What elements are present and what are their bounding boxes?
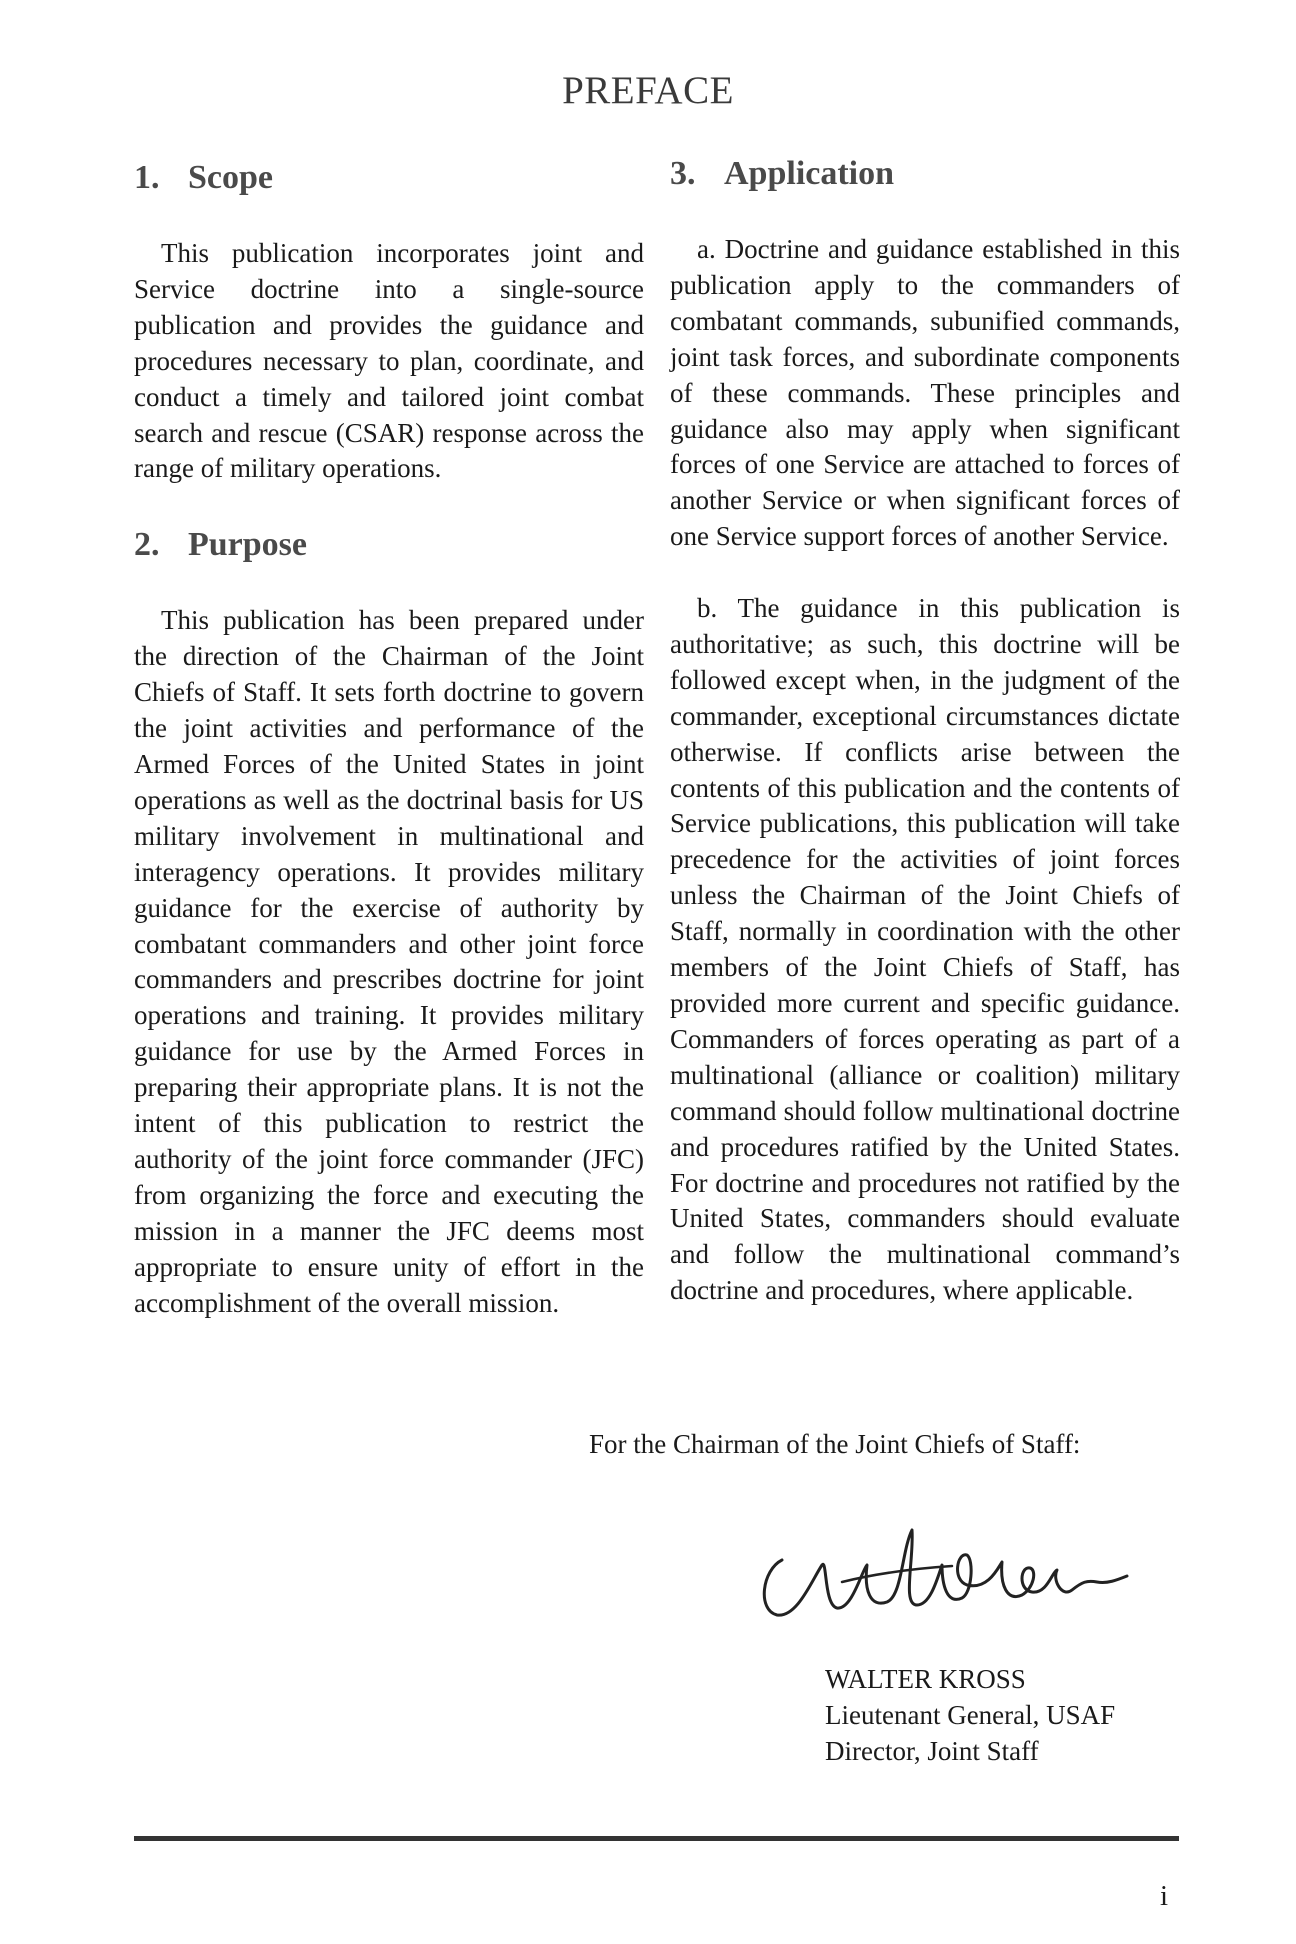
- signoff-line: For the Chairman of the Joint Chiefs of Staff:: [589, 1429, 1081, 1459]
- signatory-position: Director, Joint Staff: [825, 1736, 1039, 1766]
- signature-block: [825, 1661, 1115, 1769]
- page-title: PREFACE: [562, 69, 734, 112]
- application-paragraph-a: a. Doctrine and guidance established in this publication apply to the commanders of combatant commands, subunified commands, joint task forces, and subordinate components of these commands. These principles and guidance also may apply when significant forces of one Service are attached to forces of another Service or when significant forces of one Service support forces of another Service.: [670, 234, 1180, 552]
- signatory-rank: Lieutenant General, USAF: [825, 1700, 1116, 1730]
- section-title: Application: [724, 155, 895, 192]
- section-heading-purpose: [134, 525, 644, 565]
- section-number: 3.: [670, 155, 696, 192]
- section-number: 1.: [134, 159, 160, 196]
- purpose-paragraph: This publication has been prepared under the direction of the Chairman of the Joint Chiefs of Staff. It sets forth doctrine to govern the joint activities and performance of the Armed Forces of the United States in joint operations as well as the doctrinal basis for US military involvement in multinational and interagency operations. It provides military guidance for the exercise of authority by combatant commanders and other joint force commanders and prescribes doctrine for joint operations and training. It provides military guidance for use by the Armed Forces in preparing their appropriate plans. It is not the intent of this publication to restrict the authority of the joint force commander (JFC) from organizing the force and executing the mission in a manner the JFC deems most appropriate to ensure unity of effort in the accomplishment of the overall mission.: [134, 605, 644, 1318]
- section-heading-application: [670, 154, 1180, 194]
- scope-paragraph: This publication incorporates joint and Service doctrine into a single-source publication and provides the guidance and procedures necessary to plan, coordinate, and conduct a timely and tailored joint combat search and rescue (CSAR) response across the range of military operations.: [134, 238, 644, 484]
- section-heading-scope: [134, 158, 644, 198]
- page-number: i: [1160, 1880, 1169, 1912]
- application-paragraph-b: b. The guidance in this publication is authoritative; as such, this doctrine will be followed except when, in the judgment of the commander, exceptional circumstances dictate otherwise. If conflicts arise between the contents of this publication and the contents of Service publications, this publication will take precedence for the activities of joint forces unless the Chairman of the Joint Chiefs of Staff, normally in coordination with the other members of the Joint Chiefs of Staff, has provided more current and specific guidance. Commanders of forces operating as part of a multinational (alliance or coalition) military command should follow multinational doctrine and procedures ratified by the United States. For doctrine and procedures not ratified by the United States, commanders should evaluate and follow the multinational command’s doctrine and procedures, where applicable.: [670, 593, 1180, 1306]
- section-title: Purpose: [188, 526, 307, 564]
- left-column: [134, 158, 644, 1321]
- right-column: [670, 154, 1180, 1309]
- signatory-name: WALTER KROSS: [825, 1664, 1026, 1694]
- signature-image: [752, 1510, 1142, 1630]
- section-number: 2.: [134, 526, 160, 564]
- footer-rule: [134, 1836, 1179, 1841]
- section-title: Scope: [188, 159, 273, 196]
